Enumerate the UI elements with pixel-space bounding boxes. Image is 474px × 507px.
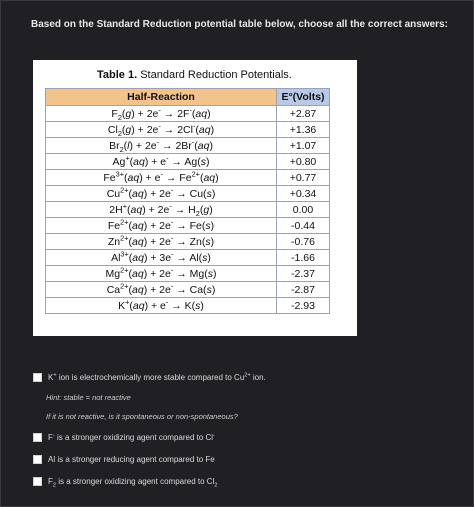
table-row [46, 298, 330, 314]
table-row [46, 218, 330, 234]
potential-cell: +0.34 [277, 186, 330, 202]
half-reaction-cell: $Fe^{2+}(aq) + 2e^- \to Fe(s)$ [46, 218, 277, 234]
table-row [46, 186, 330, 202]
potential-cell: -2.37 [277, 266, 330, 282]
table-row [46, 250, 330, 266]
half-reaction-cell: $Ca^{2+}(aq) + 2e^- \to Ca(s)$ [46, 282, 277, 298]
reduction-table-image [33, 60, 357, 336]
potential-cell: +2.87 [277, 106, 330, 122]
half-reaction-cell: $Cu^{2+}(aq) + 2e^- \to Cu(s)$ [46, 186, 277, 202]
option-4-label: $F_2$ is a stronger oxidizing agent compared to $Cl_2$ [48, 477, 218, 489]
option-3[interactable] [33, 455, 215, 464]
potential-cell: -0.76 [277, 234, 330, 250]
question-text: Based on the Standard Reduction potential table below, choose all the correct answers: [31, 19, 448, 30]
half-reaction-cell: $Zn^{2+}(aq) + 2e^- \to Zn(s)$ [46, 234, 277, 250]
half-reaction-cell: $Cl_2(g) + 2e^- \to 2Cl^-(aq)$ [46, 122, 277, 138]
half-reaction-cell: K+(aq) + e- → K(s) [46, 298, 277, 314]
table-header-row [46, 89, 330, 106]
option-4[interactable] [33, 477, 218, 489]
potential-cell: +0.80 [277, 154, 330, 170]
option-3-checkbox[interactable] [33, 455, 42, 464]
table-row [46, 234, 330, 250]
table-row [46, 138, 330, 154]
table-row [46, 170, 330, 186]
half-reaction-cell: $F_2(g) + 2e^- \to 2F^-(aq)$ [46, 106, 277, 122]
potential-cell: 0.00 [277, 202, 330, 218]
table-row [46, 202, 330, 218]
option-2-label: F- is a stronger oxidizing agent compared to Cl- [48, 432, 215, 442]
potential-cell: +0.77 [277, 170, 330, 186]
table-row [46, 154, 330, 170]
option-1-checkbox[interactable] [33, 373, 42, 382]
potential-cell: +1.36 [277, 122, 330, 138]
option-1[interactable] [33, 373, 266, 382]
hint-spontaneous: If it is not reactive, is it spontaneous or non-spontaneous? [46, 412, 238, 421]
half-reaction-cell: $Fe^{3+}(aq) + e^- \to Fe^{2+}(aq)$ [46, 170, 277, 186]
hint-stable: Hint: stable = not reactive [46, 393, 131, 402]
option-4-checkbox[interactable] [33, 477, 42, 486]
option-2[interactable] [33, 433, 215, 442]
potential-cell: +1.07 [277, 138, 330, 154]
potential-cell: -1.66 [277, 250, 330, 266]
table-row [46, 122, 330, 138]
half-reaction-cell: $Br_2(l) + 2e^- \to 2Br^-(aq)$ [46, 138, 277, 154]
half-reaction-cell: $Al^{3+}(aq) + 3e^- \to Al(s)$ [46, 250, 277, 266]
header-half-reaction: Half-Reaction [46, 89, 277, 106]
table-row [46, 266, 330, 282]
potential-cell: -2.87 [277, 282, 330, 298]
half-reaction-cell: Ag+(aq) + e- → Ag(s) [46, 154, 277, 170]
caption-title: Standard Reduction Potentials. [137, 69, 292, 81]
option-1-label: K+ ion is electrochemically more stable compared to $Cu^{2+}$ ion. [48, 372, 266, 382]
caption-label: Table 1. [97, 69, 138, 81]
potential-cell: -2.93 [277, 298, 330, 314]
half-reaction-cell: $Mg^{2+}(aq) + 2e^- \to Mg(s)$ [46, 266, 277, 282]
table-row [46, 106, 330, 122]
reduction-potentials-table [45, 88, 330, 314]
table-caption [97, 69, 292, 81]
option-2-checkbox[interactable] [33, 433, 42, 442]
half-reaction-cell: $2H^+(aq) + 2e^- \to H_2(g)$ [46, 202, 277, 218]
potential-cell: -0.44 [277, 218, 330, 234]
option-3-label: Al is a stronger reducing agent compared to Fe [48, 455, 215, 464]
table-row [46, 282, 330, 298]
header-potential: E°(Volts) [277, 89, 330, 106]
